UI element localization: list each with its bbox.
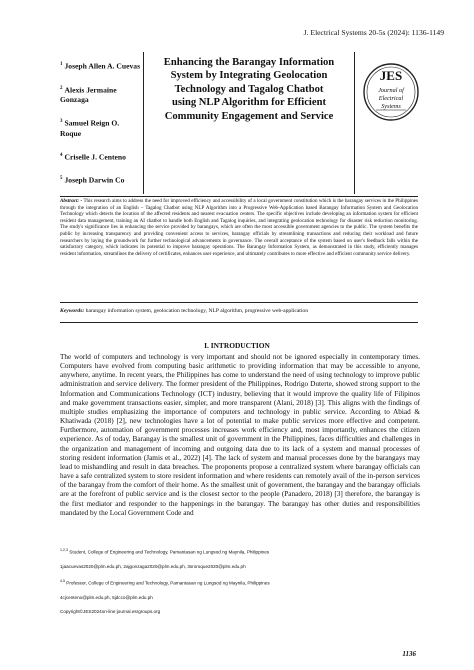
footnote-text: 1jaacuevas2020@plm.edu.ph, 2ajgonzaga2020@plm.edu.ph, 3sroroque2020@plm.edu.ph <box>60 564 246 570</box>
title-line: using NLP Algorithm for Efficient <box>171 97 326 109</box>
author-entry <box>60 60 142 72</box>
author-name: Alexis Jermaine Gonzaga <box>60 85 117 105</box>
footnote <box>60 548 420 555</box>
abstract-text: This research aims to address the need for improved efficiency and accessibility of a local government constitution which is the barangay services in the Philippines through the integration of an English – Tagalog Chatbot using NLP Algorithm into a Progressive Web-Application based Barangay Information System and Geolocation Technology which detects the location of the affected residents and nearest evacuation centers. The specific objectives include developing an information system for efficient resident data management, training an AI chatbot to handle both English and Tagalog inquiries, and integrating geolocation technology for disaster risk reduction monitoring. The study's significance lies in enhancing the service provided by barangays, which are often the most accessible government agencies to the public. The system benefits the public by increasing transparency and providing convenient access to services, barangay officials by streamlining transactions and reducing their workload and future researchers by laying the groundwork for further technological advancements in governance. The overall acceptance of the system based on user's feedback falls within the satisfactory category, which indicates its potential to improve barangay operations. The Barangay Information System, as demonstrated in this study, efficiently manages resident information, streamlines the delivery of certificates, enhances user experience, and ultimately contributes to more effective and efficient community service delivery. <box>60 198 419 257</box>
footnotes <box>60 548 420 624</box>
author-number: 4 <box>60 152 63 158</box>
author-entry <box>60 174 142 186</box>
author-number: 3 <box>60 119 63 125</box>
footnote <box>60 595 420 600</box>
logo-line-3: Systems <box>381 103 401 110</box>
footnote-text: Student, College of Engineering and Technology, Pamantasan ng Lungsod ng Maynila, Philippines <box>68 549 270 555</box>
author-number: 5 <box>60 176 63 182</box>
abstract-top-rule <box>60 196 418 197</box>
footnote-text: 4cjcenteno@plm.edu.ph, 5jdcco@plm.edu.ph <box>60 594 153 600</box>
footnote <box>60 609 420 614</box>
title-line: System by Integrating Geolocation <box>170 70 328 82</box>
footnote-text: Professor, College of Engineering and Technology, Pamantasan ng Lungsod ng Maynila, Philippines <box>65 580 270 586</box>
footnote-text: Copyright©JES2024on-line:journal.esrgroups.org <box>60 609 161 615</box>
logo-line-2: Electrical <box>378 95 404 102</box>
title-line: Technology and Tagalog Chatbot <box>174 83 324 95</box>
author-entry <box>60 151 142 163</box>
title-line: Community Engagement and Service <box>164 110 334 122</box>
abstract-label: Abstract: - <box>60 198 83 204</box>
section-heading: I. INTRODUCTION <box>204 341 270 350</box>
keywords-block <box>60 308 418 315</box>
author-name: Criselle J. Centeno <box>64 152 126 162</box>
author-name: Joseph Allen A. Cuevas <box>64 61 141 71</box>
author-name: Joseph Darwin Co <box>64 175 125 185</box>
page-number: 1136 <box>402 650 416 658</box>
paper-title <box>143 52 355 194</box>
journal-logo <box>362 60 420 122</box>
author-number: 1 <box>60 62 63 67</box>
author-number: 2 <box>60 85 63 91</box>
logo-line-1: Journal of <box>378 87 404 94</box>
footnote <box>60 579 420 586</box>
footnote-sup: 4,5 <box>60 578 65 583</box>
author-name: Samuel Reign O. Roque <box>60 118 120 138</box>
keywords-bottom-rule <box>60 322 418 323</box>
author-entry <box>60 117 142 139</box>
intro-paragraph: The world of computers and technology is very important and should not be ignored especially in contemporary times. Computers have evolved from computing basic arithmetic to providing information that may be accessible to anyone, anywhere, anytime. In recent years, the Philippines has come to understand the need of using technology to improve public administration and service delivery. The former president of the Philippines, Rodrigo Duterte, showed strong support to the Information and Communications Technology (ICT) industry, believing that it would improve the quality life of Filipinos and make government transactions easier, simpler, and more transparent (Alani, 2018) [3]. This aligns with the findings of multiple studies emphasizing the importance of computers and technology in public service. According to Abiad & Khatiwada (2018) [2], new technologies have a lot of potential to make public services more effective and competent. Furthermore, automation of government processes increases work efficiency and, most importantly, enhances the citizen experience. As of today, Barangay is the smallest unit of government in the Philippines, faces difficulties and challenges in the organization and management of incoming and outgoing data due to its lack of a system and manual processes of storing resident information (Jamis et al., 2022) [4]. The lack of system and manual processes done by the barangays may lead to mishandling and result in data breaches. The proponents propose a centralized system where barangay officials can have a safe centralized system to store resident information and where residents can remotely avail of the in-person services of the barangay from the comfort of their home. As the smallest unit of government, the barangay and the barangay officials are at the forefront of public service and is the closest sector to the people (Panadero, 2018) [3] therefore, the barangay is the first mediator and responder to the happenings in the barangay. The barangay has other duties and responsibilities mandated by the Local Government Code and <box>60 353 420 517</box>
footnote <box>60 564 420 569</box>
abstract-block <box>60 198 418 257</box>
title-line: Enhancing the Barangay Information <box>163 57 335 68</box>
author-list <box>60 60 142 198</box>
author-entry <box>60 84 142 106</box>
keywords-label: Keywords: <box>60 308 85 314</box>
logo-acronym: JES <box>379 68 403 83</box>
keywords-text: barangay information system, geolocation technology, NLP algorithm, progressive web-application <box>85 308 309 314</box>
footnote-sup: 1,2,3 <box>60 548 68 552</box>
abstract-bottom-rule <box>60 302 418 303</box>
journal-citation: J. Electrical Systems 20-5s (2024): 1136-1149 <box>303 28 444 37</box>
